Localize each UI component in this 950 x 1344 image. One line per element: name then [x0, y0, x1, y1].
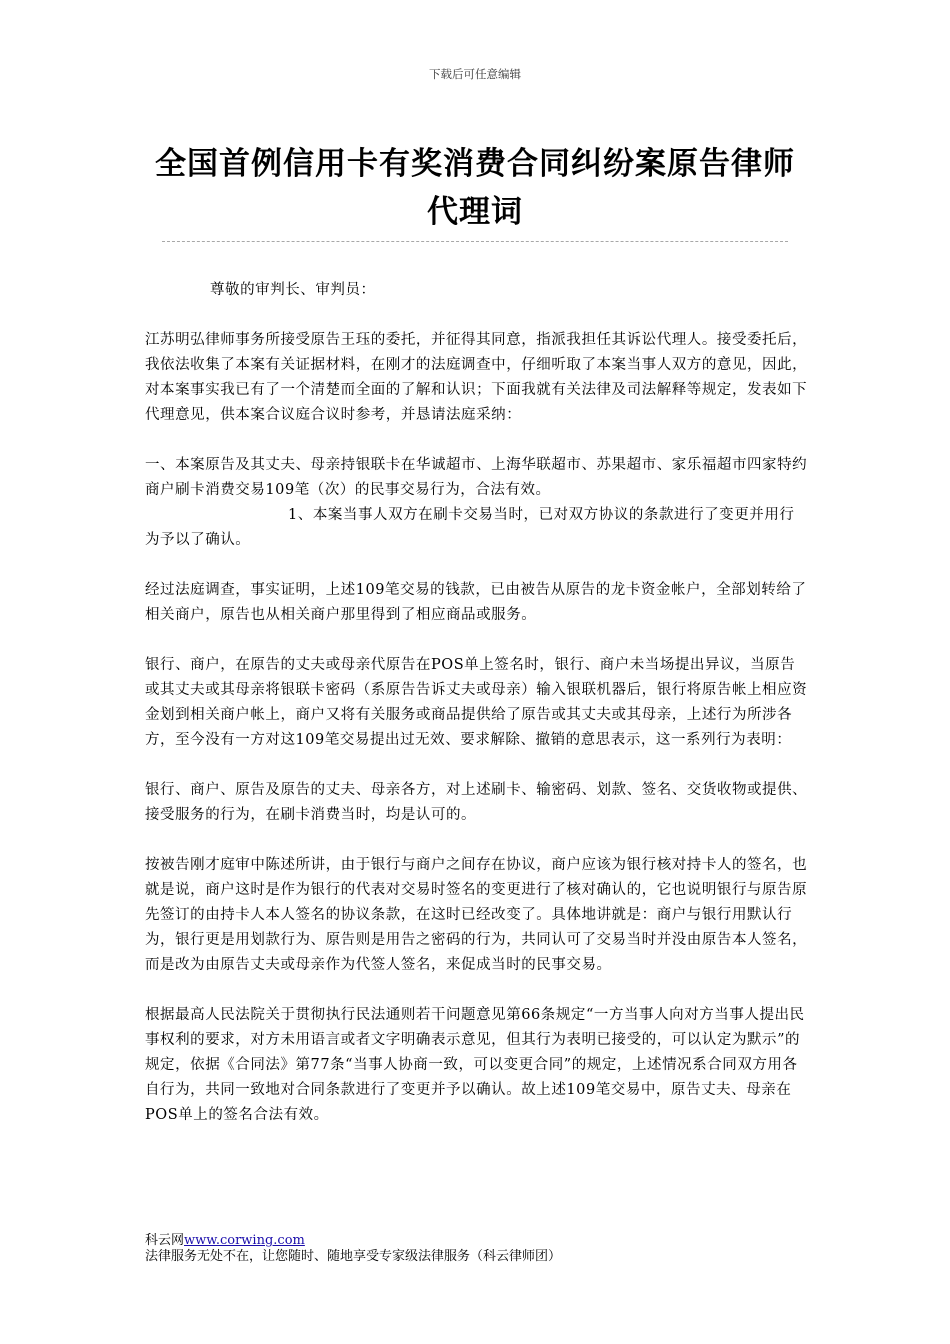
title-line-1: 全国首例信用卡有奖消费合同纠纷案原告律师 — [155, 146, 795, 182]
header-note: 下载后可任意编辑 — [429, 67, 521, 81]
footer-slogan: 法律服务无处不在，让您随时、随地享受专家级法律服务（科云律师团） — [145, 1249, 562, 1264]
paragraph-legal-basis: 根据最高人民法院关于贯彻执行民法通则若干问题意见第66条规定“一方当事人向对方当事人提出民事权利的要求，对方未用语言或者文字明确表示意见，但其行为表明已接受的，可以认定为默示”的规定，依据《合同法》第77条“当事人协商一致，可以变更合同”的规定，上述情况系合同双方用各自行为，共同一致地对合同条款进行了变更并予以确认。故上述109笔交易中，原告丈夫、母亲在POS单上的签名合法有效。 — [145, 1007, 805, 1123]
page-footer — [145, 1233, 845, 1265]
document-title — [120, 140, 830, 236]
footer-site-link[interactable]: www.corwing.com — [184, 1233, 305, 1248]
document-body — [145, 278, 809, 1128]
paragraph-facts: 经过法庭调查，事实证明，上述109笔交易的钱款，已由被告从原告的龙卡资金帐户，全部划转给了相关商户，原告也从相关商户那里得到了相应商品或服务。 — [145, 582, 807, 623]
title-divider — [162, 241, 788, 242]
paragraph-bank-merchant: 银行、商户，在原告的丈夫或母亲代原告在POS单上签名时，银行、商户未当场提出异议，当原告或其丈夫或其母亲将银联卡密码（系原告告诉丈夫或母亲）输入银联机器后，银行将原告帐上相应资金划到相关商户帐上，商户又将有关服务或商品提供给了原告或其丈夫或其母亲，上述行为所涉各方，至今没有一方对这109笔交易提出过无效、要求解除、撤销的意思表示，这一系列行为表明： — [145, 657, 808, 748]
paragraph-point-one: 一、本案原告及其丈夫、母亲持银联卡在华诚超市、上海华联超市、苏果超市、家乐福超市四家特约商户刷卡消费交易109笔（次）的民事交易行为，合法有效。 — [145, 457, 808, 498]
footer-site-line — [145, 1233, 845, 1249]
title-line-2: 代理词 — [427, 194, 523, 230]
paragraph-defendant-statement: 按被告刚才庭审中陈述所讲，由于银行与商户之间存在协议，商户应该为银行核对持卡人的签名，也就是说，商户这时是作为银行的代表对交易时签名的变更进行了核对确认的，它也说明银行与原告原先签订的由持卡人本人签名的协议条款，在这时已经改变了。具体地讲就是：商户与银行用默认行为，银行更是用划款行为、原告则是用告之密码的行为，共同认可了交易当时并没由原告本人签名，而是改为由原告丈夫或母亲作为代签人签名，来促成当时的民事交易。 — [145, 857, 808, 973]
salutation: 尊敬的审判长、审判员： — [210, 282, 376, 298]
paragraph-subpoint-one: 1、本案当事人双方在刷卡交易当时，已对双方协议的条款进行了变更并用行为予以了确认。 — [145, 507, 795, 548]
footer-site-name: 科云网 — [145, 1233, 185, 1248]
paragraph-consent: 银行、商户、原告及原告的丈夫、母亲各方，对上述刷卡、输密码、划款、签名、交货收物或提供、接受服务的行为，在刷卡消费当时，均是认可的。 — [145, 782, 808, 823]
paragraph-intro: 江苏明弘律师事务所接受原告王珏的委托，并征得其同意，指派我担任其诉讼代理人。接受委托后，我依法收集了本案有关证据材料，在刚才的法庭调查中，仔细听取了本案当事人双方的意见，因此，对本案事实我已有了一个清楚而全面的了解和认识；下面我就有关法律及司法解释等规定，发表如下代理意见，供本案合议庭合议时参考，并恳请法庭采纳： — [145, 332, 808, 423]
